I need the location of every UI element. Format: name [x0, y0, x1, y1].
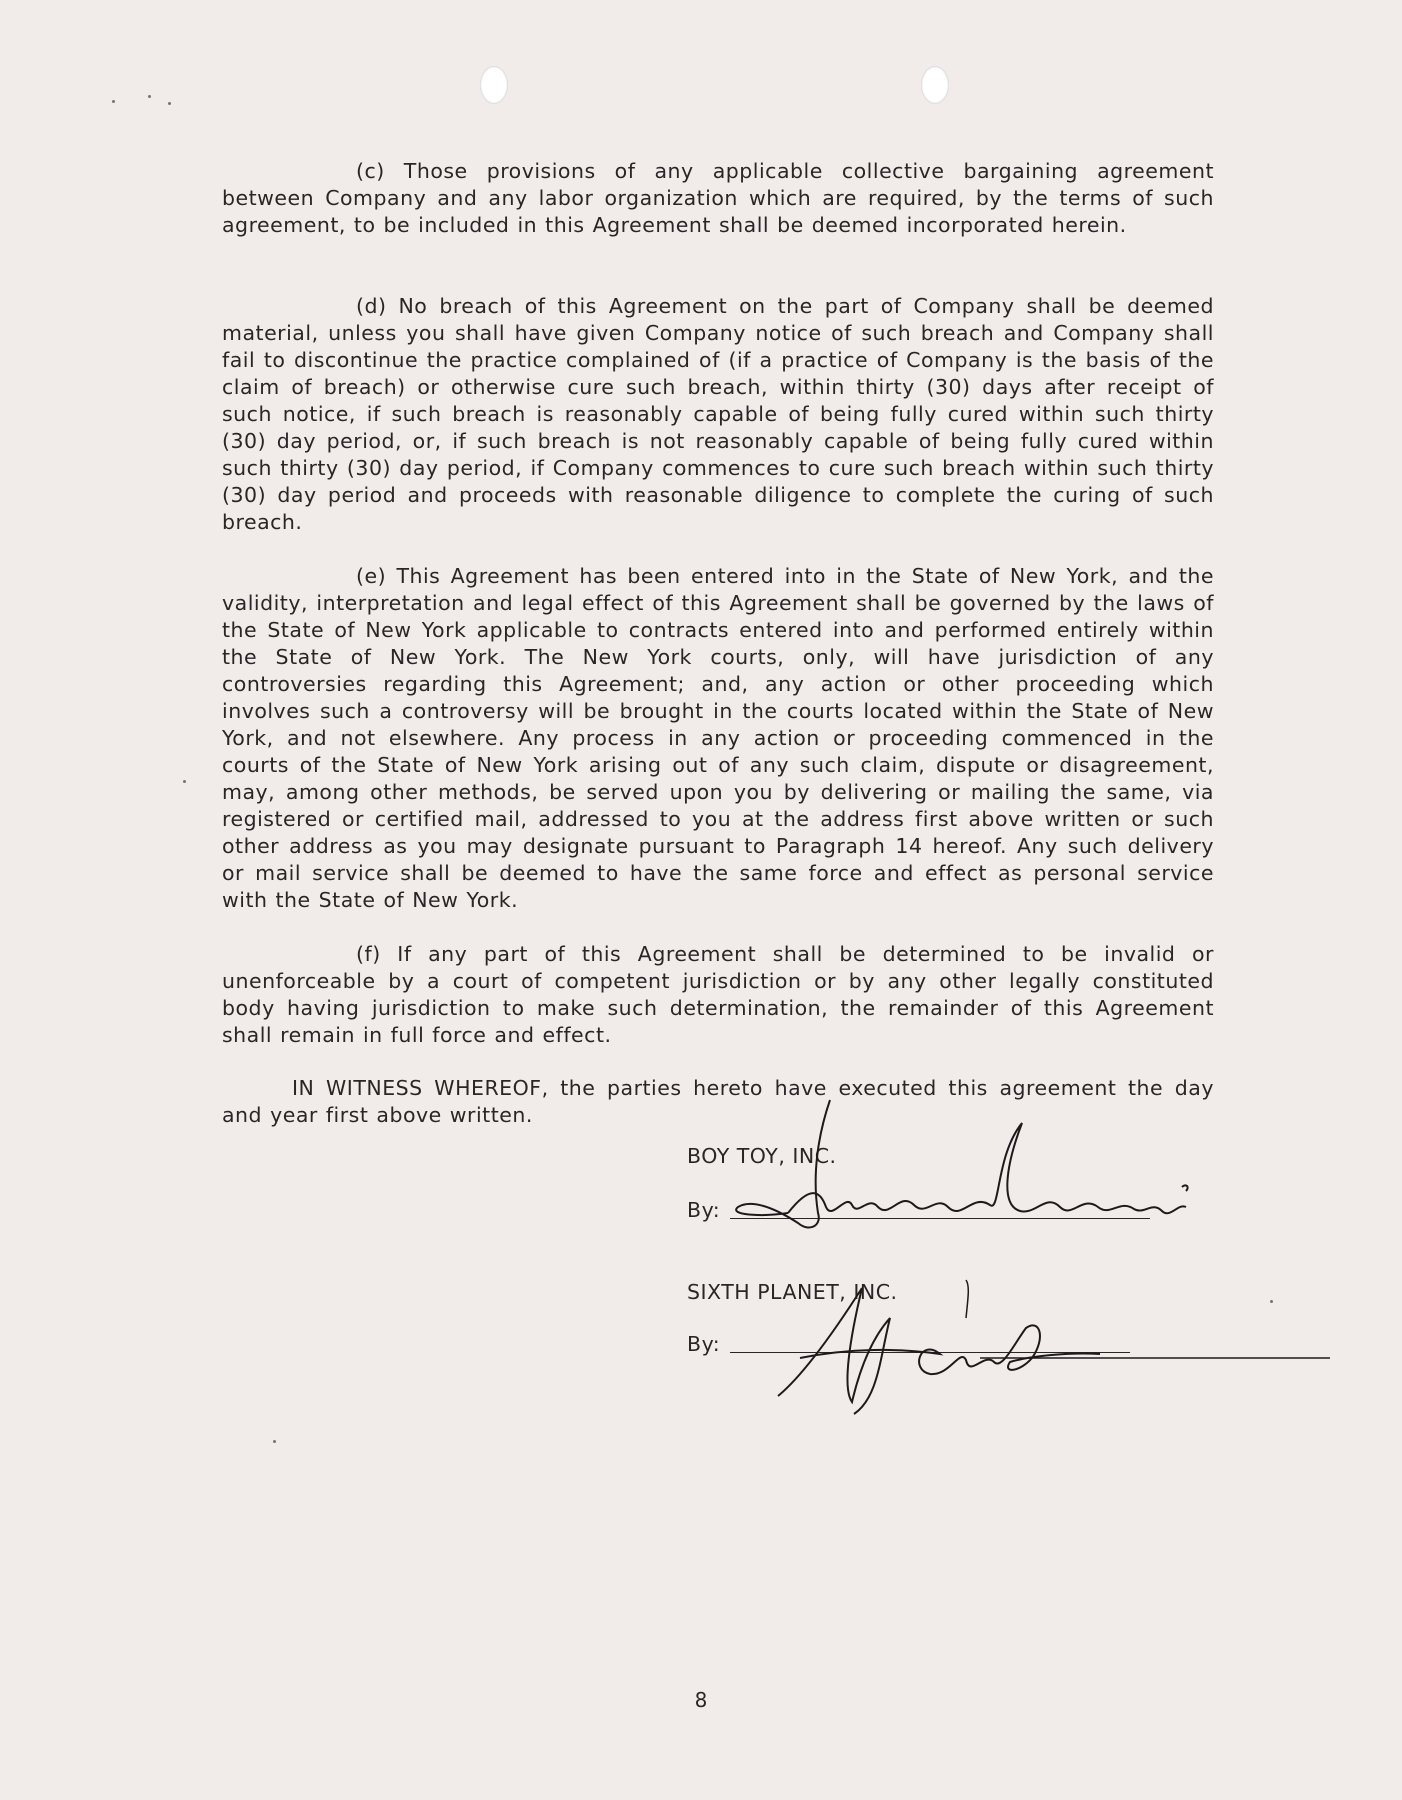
witness-clause: IN WITNESS WHEREOF, the parties hereto have executed this agreement the day and year first above written.	[222, 1076, 1214, 1127]
paragraph-f: (f) If any part of this Agreement shall be determined to be invalid or unenforceable by a court of competent jurisdiction or by any other legally constituted body having jurisdiction to make such determination, the remainder of this Agreement shall remain in full force and effect.	[222, 942, 1214, 1047]
paragraph-c: (c) Those provisions of any applicable collective bargaining agreement between Company and any labor organization which are required, by the terms of such agreement, to be included in this Agreement shall be deemed incorporated herein.	[222, 159, 1214, 237]
paper-speck	[112, 100, 115, 103]
paper-speck	[168, 102, 171, 105]
party1-by-label: By:	[687, 1198, 721, 1222]
punch-hole-right	[921, 66, 949, 104]
paragraph-d: (d) No breach of this Agreement on the part of Company shall be deemed material, unless you shall have given Company notice of such breach and Company shall fail to discontinue the practice complained of (if a practice of Company is the basis of the claim of breach) or otherwise cure such breach, within thirty (30) days after receipt of such notice, if such breach is reasonably capable of being fully cured within such thirty (30) day period, or, if such breach is not reasonably capable of being fully cured within such thirty (30) day period, if Company commences to cure such breach within such thirty (30) day period and proceeds with reasonable diligence to complete the curing of such breach.	[222, 294, 1214, 534]
paper-speck	[148, 95, 151, 98]
punch-hole-left	[480, 66, 508, 104]
party2-by-label: By:	[687, 1332, 721, 1356]
party2-name: SIXTH PLANET, INC.	[687, 1280, 898, 1304]
page-number: 8	[694, 1688, 708, 1712]
paragraph-e: (e) This Agreement has been entered into in the State of New York, and the validity, interpretation and legal effect of this Agreement shall be governed by the laws of the State of New York applicable to contracts entered into and performed entirely within the State of New York. The New York courts, only, will have jurisdiction of any controversies regarding this Agreement; and, any action or other proceeding which involves such a controversy will be brought in the courts located within the State of New York, and not elsewhere. Any process in any action or proceeding commenced in the courts of the State of New York arising out of any such claim, dispute or disagreement, may, among other methods, be served upon you by delivering or mailing the same, via registered or certified mail, addressed to you at the address first above written or such other address as you may designate pursuant to Paragraph 14 hereof. Any such delivery or mail service shall be deemed to have the same force and effect as personal service with the State of New York.	[222, 564, 1214, 912]
handwritten-signature-1	[700, 1095, 1220, 1245]
paper-speck	[273, 1440, 276, 1443]
handwritten-signature-2	[770, 1278, 1340, 1418]
party1-name: BOY TOY, INC.	[687, 1144, 837, 1168]
paper-speck	[183, 780, 186, 783]
